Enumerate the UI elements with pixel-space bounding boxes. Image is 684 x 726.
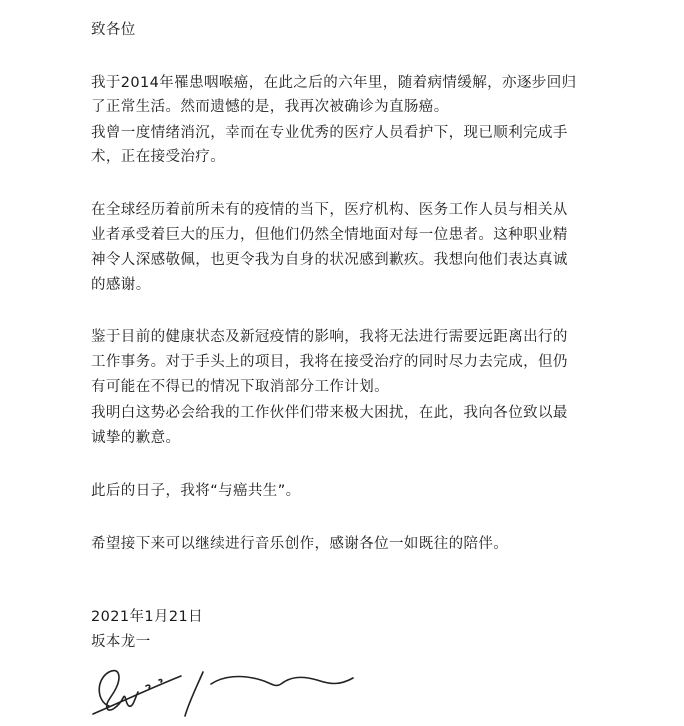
paragraph-2-line-4: 的感谢。 bbox=[91, 277, 151, 293]
paragraph-1-line-3: 我曾一度情绪消沉，幸而在专业优秀的医疗人员看护下，现已顺利完成手 bbox=[91, 125, 568, 141]
salutation: 致各位 bbox=[91, 22, 136, 38]
handwritten-signature bbox=[91, 662, 356, 722]
paragraph-1-line-1: 我于2014年罹患咽喉癌，在此之后的六年里，随着病情缓解，亦逐步回归 bbox=[91, 75, 577, 91]
signature-stroke-4 bbox=[159, 680, 162, 682]
signature-stroke-2 bbox=[93, 676, 181, 714]
paragraph-1-line-4: 术，正在接受治疗。 bbox=[91, 149, 226, 165]
paragraph-3-line-5: 诚挚的歉意。 bbox=[91, 430, 181, 446]
letter-body bbox=[91, 0, 651, 726]
paragraph-2-line-3: 神令人深感敬佩，也更令我为自身的状况感到歉疚。我想向他们表达真诚 bbox=[91, 252, 568, 268]
paragraph-2-line-2: 业者承受着巨大的压力，但他们仍然全情地面对每一位患者。这种职业精 bbox=[91, 227, 568, 243]
signature-stroke-3 bbox=[146, 685, 150, 688]
paragraph-3-line-1: 鉴于目前的健康状态及新冠疫情的影响，我将无法进行需要远距离出行的 bbox=[91, 329, 568, 345]
paragraph-3-line-3: 有可能在不得已的情况下取消部分工作计划。 bbox=[91, 379, 389, 395]
signature-stroke-6 bbox=[211, 677, 353, 686]
paragraph-2-line-1: 在全球经历着前所未有的疫情的当下，医疗机构、医务工作人员与相关从 bbox=[91, 202, 568, 218]
paragraph-4-line-1: 此后的日子，我将“与癌共生”。 bbox=[91, 483, 301, 499]
signature-stroke-1 bbox=[99, 671, 138, 711]
paragraph-3-line-4: 我明白这势必会给我的工作伙伴们带来极大困扰，在此，我向各位致以最 bbox=[91, 405, 568, 421]
signature-stroke-5 bbox=[185, 672, 203, 716]
letter-author: 坂本龙一 bbox=[91, 634, 151, 650]
paragraph-5-line-1: 希望接下来可以继续进行音乐创作，感谢各位一如既往的陪伴。 bbox=[91, 536, 509, 552]
letter-date: 2021年1月21日 bbox=[91, 609, 204, 625]
paragraph-3-line-2: 工作事务。对于手头上的项目，我将在接受治疗的同时尽力去完成，但仍 bbox=[91, 354, 568, 370]
paragraph-1-line-2: 了正常生活。然而遗憾的是，我再次被确诊为直肠癌。 bbox=[91, 99, 449, 115]
